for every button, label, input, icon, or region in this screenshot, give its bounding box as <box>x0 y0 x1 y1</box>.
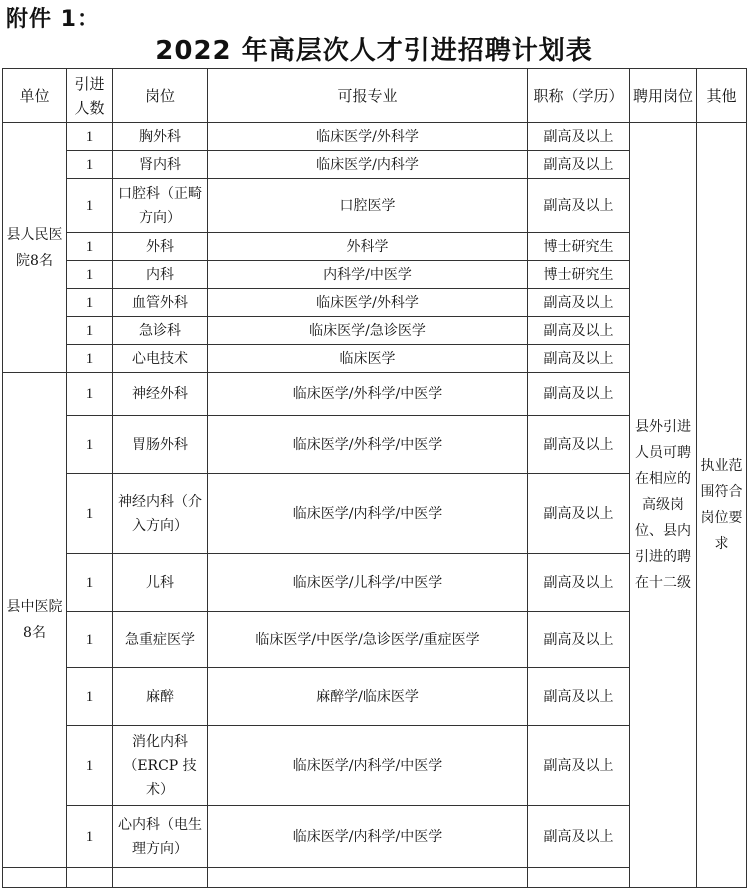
count-cell: 1 <box>67 612 113 668</box>
page-title: 2022 年高层次人才引进招聘计划表 <box>155 36 593 66</box>
header-row <box>3 69 747 123</box>
count-cell: 1 <box>67 474 113 554</box>
title-cell: 博士研究生 <box>528 233 630 261</box>
attachment-label: 附件 1： <box>6 7 100 32</box>
position-cell: 儿科 <box>113 554 208 612</box>
other-note: 执业范围符合岗位要求 <box>697 123 747 888</box>
count-cell: 1 <box>67 668 113 726</box>
position-cell: 急重症医学 <box>113 612 208 668</box>
count-cell: 1 <box>67 233 113 261</box>
position-cell: 心电技术 <box>113 345 208 373</box>
title-cell: 副高及以上 <box>528 123 630 151</box>
position-cell: 胸外科 <box>113 123 208 151</box>
major-cell: 麻醉学/临床医学 <box>208 668 528 726</box>
position-cell: 神经内科（介入方向） <box>113 474 208 554</box>
title-cell: 副高及以上 <box>528 668 630 726</box>
empty-cell <box>113 868 208 888</box>
unit-county-people: 县人民医院8名 <box>3 123 67 373</box>
hire-post-note: 县外引进人员可聘在相应的高级岗位、县内引进的聘在十二级 <box>630 123 697 888</box>
position-cell: 神经外科 <box>113 373 208 416</box>
count-cell: 1 <box>67 179 113 233</box>
header-unit: 单位 <box>3 69 67 123</box>
title-cell: 副高及以上 <box>528 726 630 806</box>
count-cell: 1 <box>67 289 113 317</box>
major-cell: 临床医学/外科学 <box>208 289 528 317</box>
title-cell: 副高及以上 <box>528 317 630 345</box>
header-major: 可报专业 <box>208 69 528 123</box>
position-cell: 血管外科 <box>113 289 208 317</box>
major-cell: 临床医学/外科学/中医学 <box>208 373 528 416</box>
empty-cell <box>67 868 113 888</box>
major-cell: 临床医学/急诊医学 <box>208 317 528 345</box>
count-cell: 1 <box>67 554 113 612</box>
count-cell: 1 <box>67 416 113 474</box>
count-cell: 1 <box>67 345 113 373</box>
title-cell: 副高及以上 <box>528 474 630 554</box>
major-cell: 外科学 <box>208 233 528 261</box>
count-cell: 1 <box>67 317 113 345</box>
title-cell: 副高及以上 <box>528 416 630 474</box>
position-cell: 急诊科 <box>113 317 208 345</box>
major-cell: 临床医学/内科学/中医学 <box>208 474 528 554</box>
major-cell: 临床医学/外科学 <box>208 123 528 151</box>
title-cell: 副高及以上 <box>528 806 630 868</box>
major-cell: 临床医学/内科学/中医学 <box>208 806 528 868</box>
major-cell: 临床医学/外科学/中医学 <box>208 416 528 474</box>
count-cell: 1 <box>67 123 113 151</box>
major-cell: 临床医学/中医学/急诊医学/重症医学 <box>208 612 528 668</box>
position-cell: 胃肠外科 <box>113 416 208 474</box>
major-cell: 临床医学/内科学/中医学 <box>208 726 528 806</box>
position-cell: 肾内科 <box>113 151 208 179</box>
count-cell: 1 <box>67 261 113 289</box>
unit-county-tcm: 县中医院8名 <box>3 373 67 868</box>
position-cell: 内科 <box>113 261 208 289</box>
title-cell: 副高及以上 <box>528 373 630 416</box>
header-title-degree: 职称（学历） <box>528 69 630 123</box>
count-cell: 1 <box>67 726 113 806</box>
empty-cell <box>208 868 528 888</box>
major-cell: 内科学/中医学 <box>208 261 528 289</box>
empty-cell <box>3 868 67 888</box>
title-cell: 副高及以上 <box>528 179 630 233</box>
title-cell: 副高及以上 <box>528 151 630 179</box>
title-cell: 副高及以上 <box>528 289 630 317</box>
title-cell: 副高及以上 <box>528 554 630 612</box>
title-cell: 副高及以上 <box>528 612 630 668</box>
position-cell: 消化内科（ERCP 技术） <box>113 726 208 806</box>
count-cell: 1 <box>67 151 113 179</box>
position-cell: 麻醉 <box>113 668 208 726</box>
header-count: 引进人数 <box>67 69 113 123</box>
count-cell: 1 <box>67 373 113 416</box>
position-cell: 外科 <box>113 233 208 261</box>
position-cell: 口腔科（正畸方向） <box>113 179 208 233</box>
major-cell: 口腔医学 <box>208 179 528 233</box>
position-cell: 心内科（电生理方向） <box>113 806 208 868</box>
header-hire-post: 聘用岗位 <box>630 69 697 123</box>
empty-cell <box>528 868 630 888</box>
title-cell: 副高及以上 <box>528 345 630 373</box>
major-cell: 临床医学/内科学 <box>208 151 528 179</box>
header-other: 其他 <box>697 69 747 123</box>
title-cell: 博士研究生 <box>528 261 630 289</box>
header-position: 岗位 <box>113 69 208 123</box>
recruitment-table <box>2 68 747 888</box>
count-cell: 1 <box>67 806 113 868</box>
major-cell: 临床医学 <box>208 345 528 373</box>
major-cell: 临床医学/儿科学/中医学 <box>208 554 528 612</box>
table-row <box>3 123 747 151</box>
